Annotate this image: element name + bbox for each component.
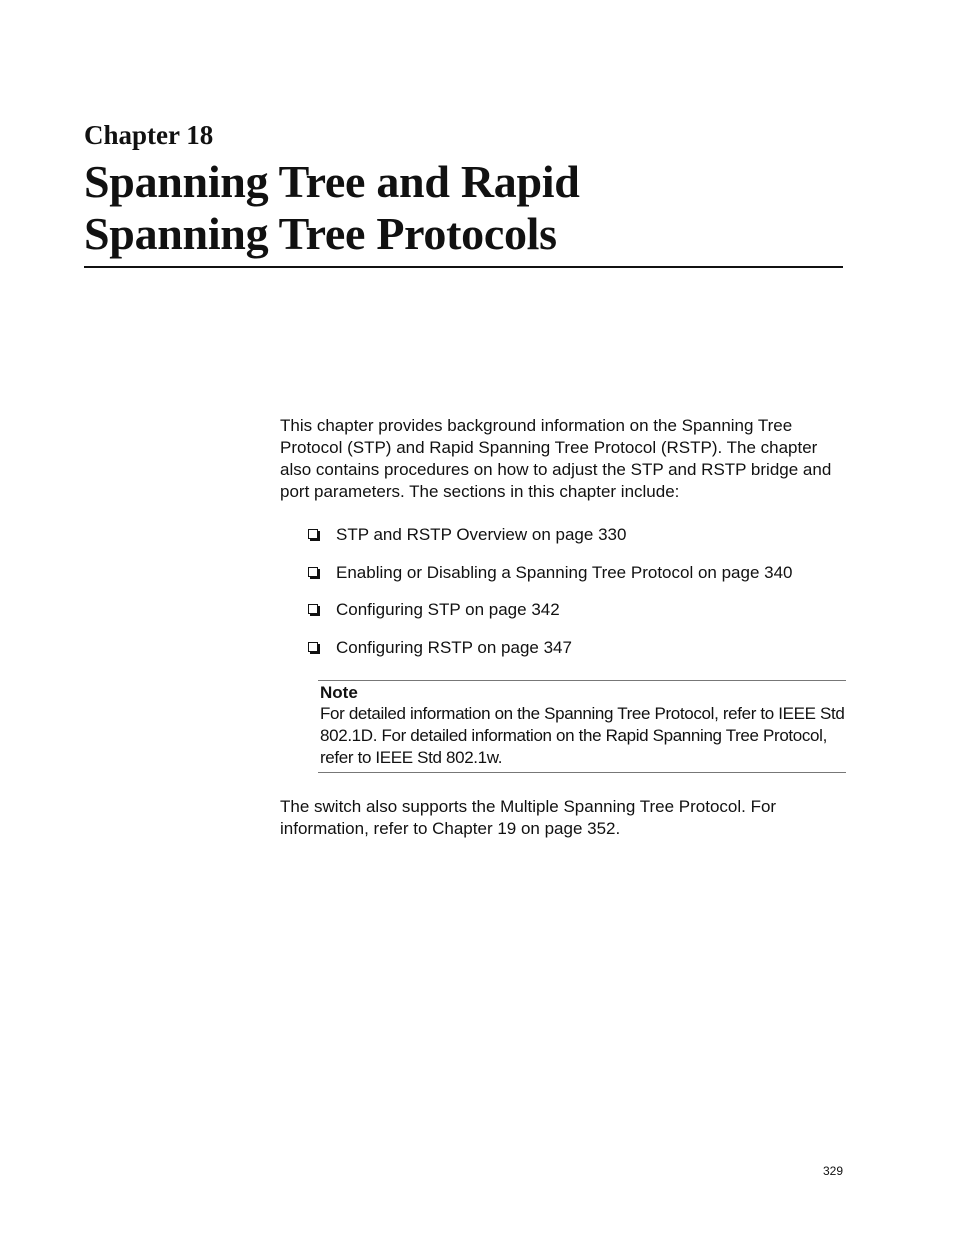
section-link-overview[interactable]: STP and RSTP Overview on page 330: [336, 525, 627, 544]
checkbox-bullet-icon: [308, 642, 318, 652]
list-item[interactable]: [307, 637, 846, 659]
page-number: 329: [823, 1164, 844, 1178]
section-link-enabling[interactable]: Enabling or Disabling a Spanning Tree Protocol on page 340: [336, 562, 793, 582]
closing-paragraph: The switch also supports the Multiple Spanning Tree Protocol. For information, refer to Chapter 19 on page 352.: [280, 796, 777, 838]
list-item[interactable]: [307, 562, 846, 584]
note-box: [318, 680, 846, 773]
note-body: For detailed information on the Spanning Tree Protocol, refer to IEEE Std 802.1D. For detailed information on the Rapid Spanning Tree Protocol, refer to IEEE Std 802.1w.: [320, 703, 845, 767]
list-item[interactable]: [307, 599, 846, 621]
note-heading: Note: [320, 682, 358, 702]
chapter-title: [84, 156, 844, 260]
section-link-configuring-rstp[interactable]: Configuring RSTP on page 347: [336, 637, 572, 657]
section-link-configuring-stp[interactable]: Configuring STP on page 342: [336, 600, 560, 619]
checkbox-bullet-icon: [308, 604, 318, 614]
intro-paragraph: This chapter provides background information on the Spanning Tree Protocol (STP) and Rapid Spanning Tree Protocol (RSTP). The chapter also contains procedures on how to adjust the STP and RSTP bridge and port parameters. The sections in this chapter include:: [280, 416, 832, 501]
list-item[interactable]: [307, 524, 846, 546]
title-divider: [84, 266, 843, 268]
checkbox-bullet-icon: [308, 529, 318, 539]
checkbox-bullet-icon: [308, 567, 318, 577]
chapter-label: Chapter 18: [84, 120, 214, 150]
chapter-title-line-2: Spanning Tree Protocols: [84, 208, 557, 259]
chapter-title-line-1: Spanning Tree and Rapid: [84, 156, 580, 207]
sections-list: [280, 524, 846, 659]
chapter-content: [280, 415, 846, 840]
